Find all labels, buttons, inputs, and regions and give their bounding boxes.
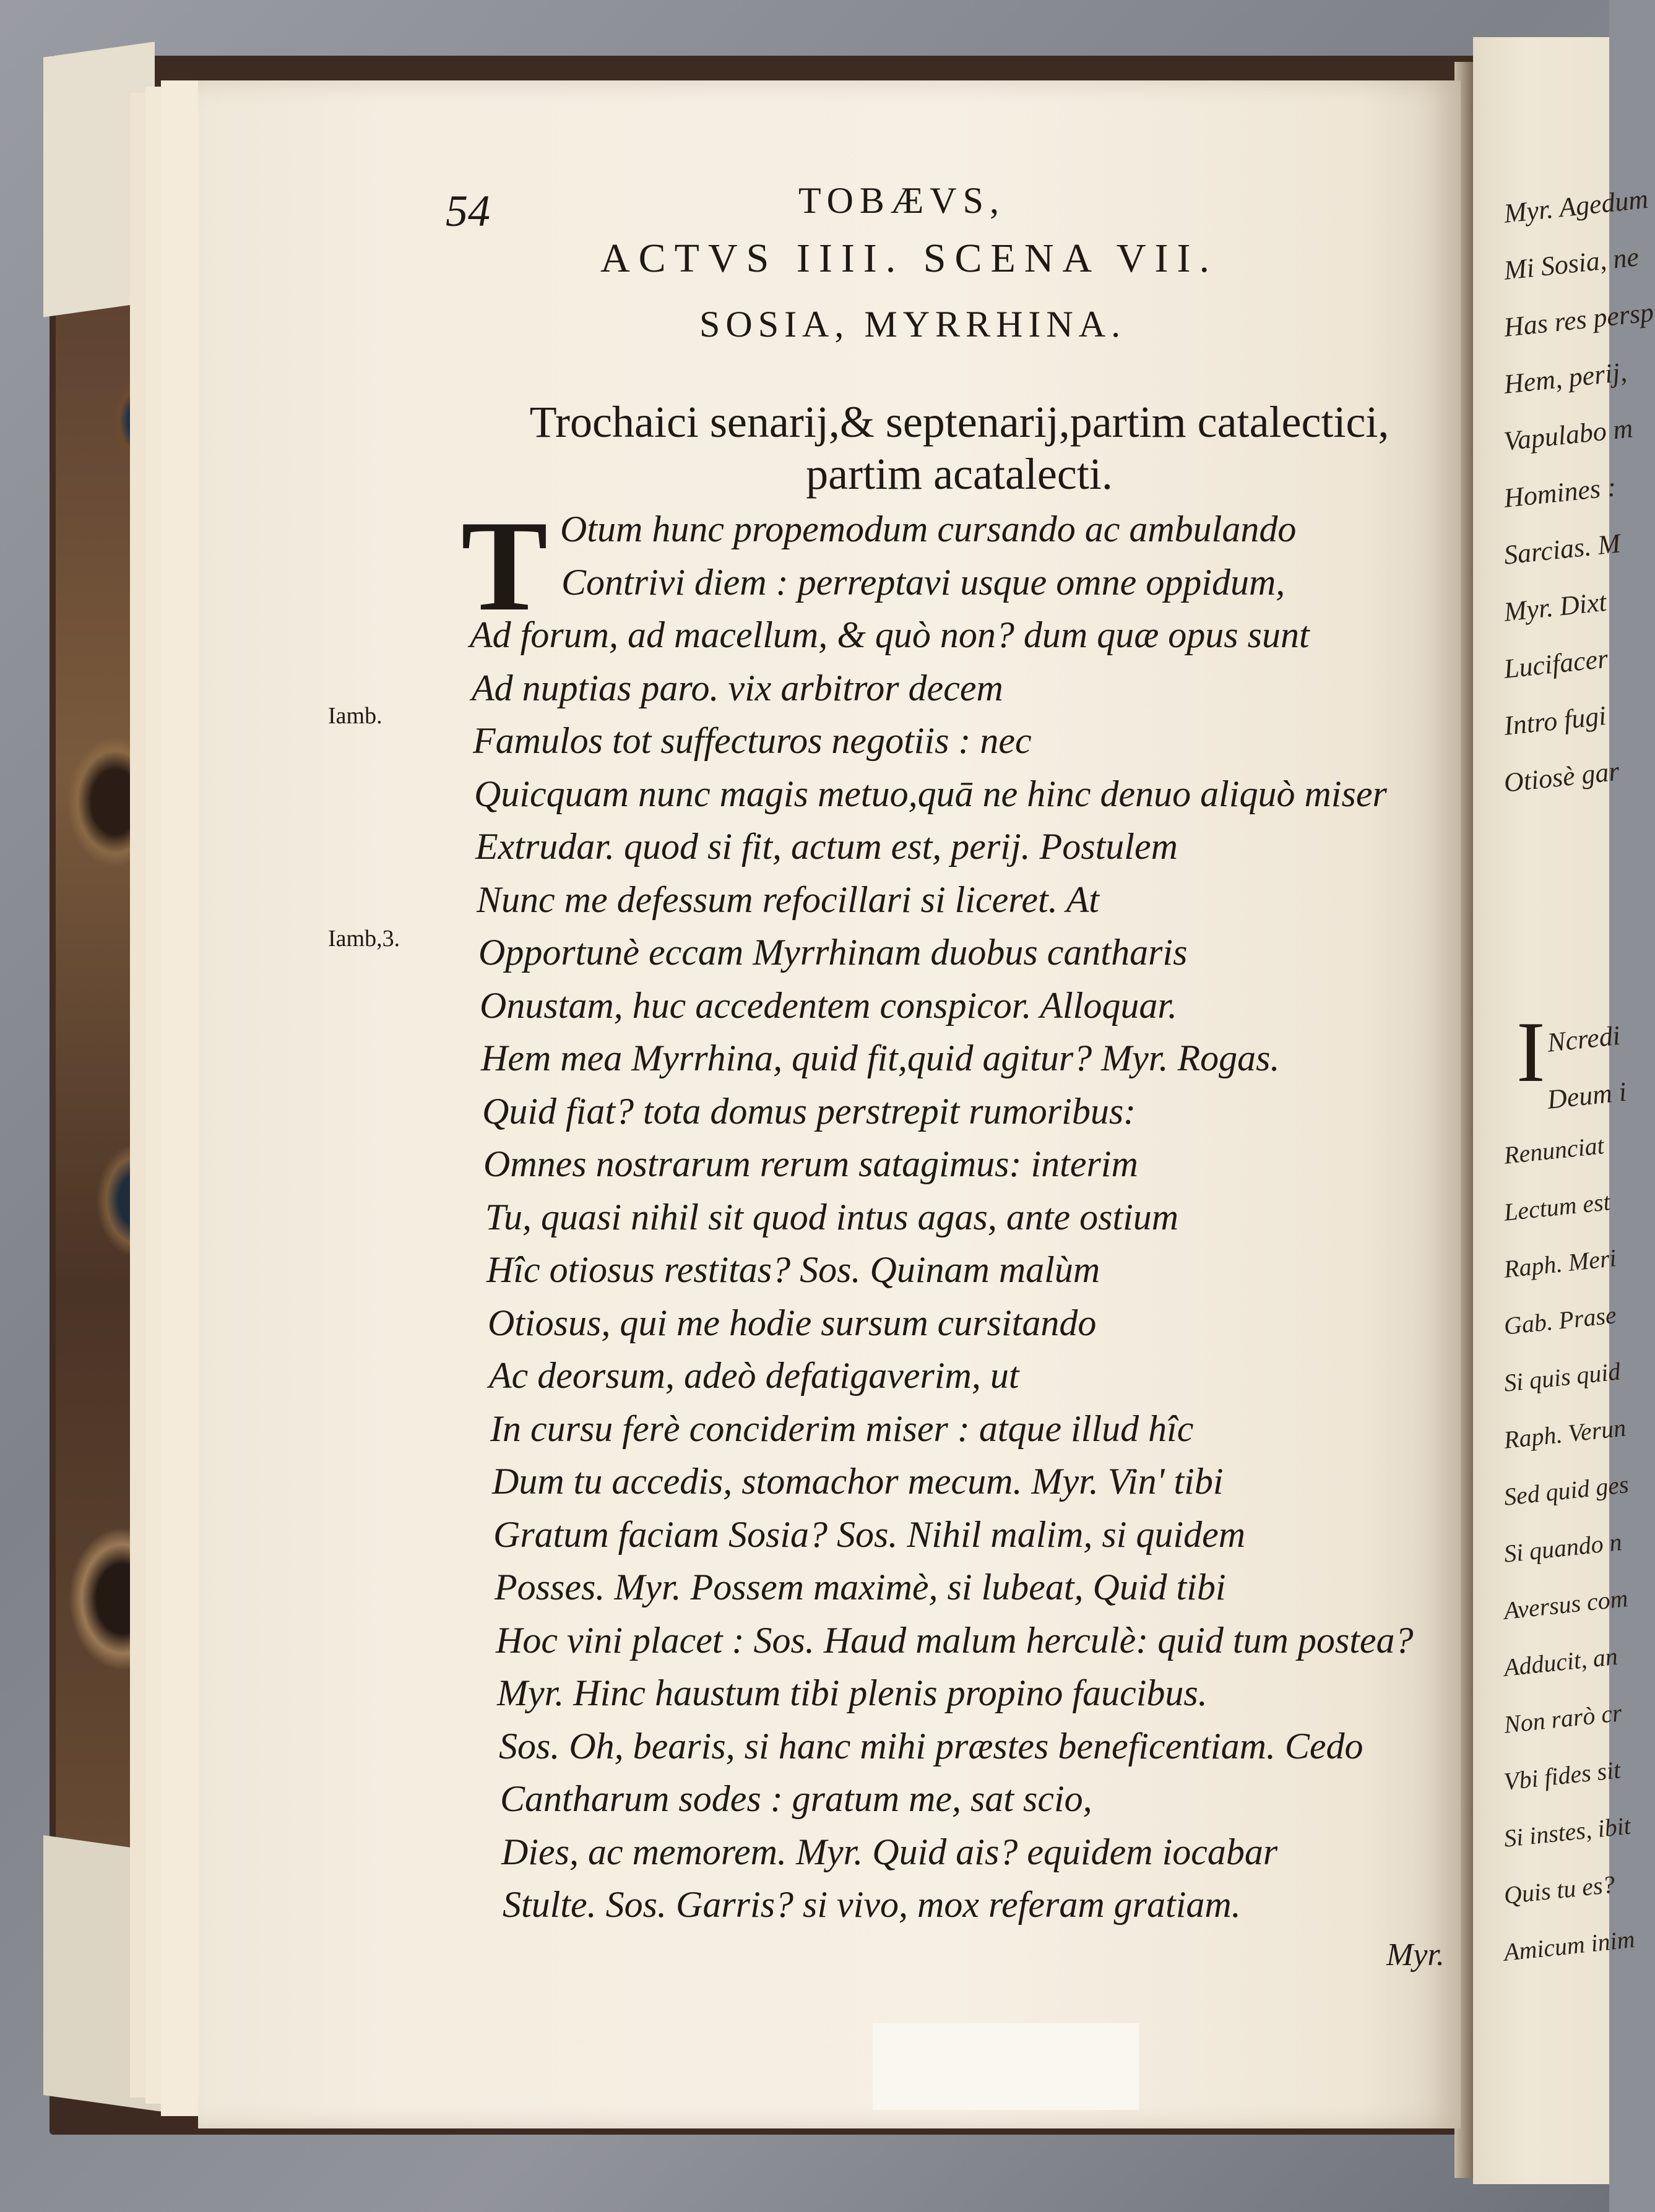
facing-page-line: Hem, perij,	[1502, 356, 1628, 400]
meter-note: Trochaici senarij,& septenarij,partim catalectici, partim acatalecti.	[529, 397, 1389, 499]
facing-page-line: Vapulabo m	[1502, 413, 1635, 457]
facing-page-line: Raph. Meri	[1502, 1244, 1618, 1283]
verse-line: Quicquam nunc magis metuo,quā ne hinc denuo aliquò miser	[474, 773, 1387, 814]
facing-page-line: Non rarò cr	[1502, 1698, 1623, 1739]
verse-line: Famulos tot suffecturos negotiis : nec	[473, 720, 1032, 761]
act-scene-heading: ACTVS IIII. SCENA VII.	[600, 236, 1218, 281]
facing-page-line: Si instes, ibit	[1502, 1811, 1632, 1853]
verse-line: Stulte. Sos. Garris? si vivo, mox referam gratiam.	[503, 1884, 1241, 1925]
verse-line: Tu, quasi nihil sit quod intus agas, ante ostium	[485, 1196, 1179, 1237]
facing-page-line: Mi Sosia, ne	[1502, 241, 1641, 286]
facing-page-line: Sarcias. M	[1502, 528, 1622, 570]
verse-line: Ad forum, ad macellum, & quò non? dum quæ opus sunt	[470, 614, 1310, 655]
facing-page-line: Vbi fides sit	[1502, 1755, 1622, 1796]
facing-page-line: Lucifacer	[1502, 643, 1610, 684]
verse-line: Hem mea Myrrhina, quid fit,quid agitur? Myr. Rogas.	[481, 1038, 1280, 1078]
verse-line: Nunc me defessum refocillari si liceret. At	[477, 879, 1099, 920]
page-number: 54	[446, 186, 490, 236]
verse-line: Extrudar. quod si fit, actum est, perij. Postulem	[475, 826, 1178, 867]
verse-line: Dies, ac memorem. Myr. Quid ais? equidem iocabar	[501, 1831, 1278, 1872]
verse-line: Contrivi diem : perreptavi usque omne oppidum,	[561, 561, 1286, 603]
drop-cap: T	[461, 494, 548, 638]
facing-page-line: Raph. Verun	[1502, 1413, 1628, 1454]
facing-page-line: Si quando n	[1502, 1528, 1623, 1568]
verse-line: Cantharum sodes : gratum me, sat scio,	[500, 1778, 1092, 1819]
facing-page-line: Ncredi	[1545, 1020, 1622, 1058]
verse-line: Otum hunc propemodum cursando ac ambulando	[560, 509, 1297, 549]
facing-page-line: Si quis quid	[1502, 1357, 1622, 1397]
facing-page-line: Lectum est	[1502, 1187, 1612, 1226]
character-names: SOSIA, MYRRHINA.	[699, 304, 1126, 345]
verse-line: Dum tu accedis, stomachor mecum. Myr. Vin' tibi	[492, 1461, 1224, 1502]
verse-line: Omnes nostrarum rerum satagimus: interim	[483, 1143, 1138, 1184]
verse-line: Myr. Hinc haustum tibi plenis propino faucibus.	[497, 1672, 1208, 1713]
facing-page-line: Homines :	[1502, 471, 1618, 514]
verse-line: Opportunè eccam Myrrhinam duobus cantharis	[478, 932, 1188, 973]
verse-line: Sos. Oh, bearis, si hanc mihi præstes beneficentiam. Cedo	[499, 1725, 1363, 1767]
margin-note: Iamb,3.	[328, 926, 400, 952]
facing-page-line: Amicum inim	[1502, 1924, 1636, 1966]
verse-line: Hoc vini placet : Sos. Haud malum herculè: quid tum postea?	[496, 1619, 1414, 1661]
facing-page-line: Myr. Dixt	[1502, 586, 1608, 627]
verse-line: Posses. Myr. Possem maximè, si lubeat, Quid tibi	[495, 1567, 1226, 1607]
facing-page	[1473, 37, 1655, 2184]
facing-page-line: Has res persp	[1502, 296, 1655, 343]
catchword: Myr.	[1386, 1937, 1445, 1973]
verse-line: Ac deorsum, adeò defatigaverim, ut	[489, 1355, 1019, 1396]
verse-line: Gratum faciam Sosia? Sos. Nihil malim, si quidem	[493, 1513, 1246, 1555]
facing-page-line: Adducit, an	[1502, 1642, 1619, 1682]
facing-page-line: Aversus com	[1502, 1584, 1630, 1625]
facing-page-initial: I	[1516, 1004, 1545, 1100]
verse-line: Quid fiat? tota domus perstrepit rumoribus:	[482, 1090, 1136, 1132]
facing-page-line: Intro fugi	[1502, 700, 1608, 741]
facing-page-line: Otiosè gar	[1502, 755, 1621, 798]
facing-page-line: Gab. Prase	[1502, 1301, 1618, 1340]
verse-line: Otiosus, qui me hodie sursum cursitando	[488, 1302, 1097, 1343]
margin-note: Iamb.	[328, 703, 382, 729]
facing-page-line: Myr. Agedum	[1502, 183, 1650, 229]
facing-page-line: Quis tu es?	[1502, 1870, 1617, 1909]
facing-page-line: Deum i	[1545, 1076, 1628, 1115]
verse-line: Ad nuptias paro. vix arbitror decem	[472, 667, 1003, 708]
running-head: TOBÆVS,	[798, 180, 1005, 221]
verse-line: Onustam, huc accedentem conspicor. Alloquar.	[480, 984, 1178, 1026]
verse-line: In cursu ferè conciderim miser : atque illud hîc	[490, 1408, 1194, 1449]
verse-line: Hîc otiosus restitas? Sos. Quinam malùm	[486, 1249, 1100, 1290]
paper-slip	[873, 2023, 1139, 2110]
facing-page-line: Renunciat	[1502, 1131, 1605, 1169]
facing-page-line: Sed quid ges	[1502, 1470, 1630, 1511]
